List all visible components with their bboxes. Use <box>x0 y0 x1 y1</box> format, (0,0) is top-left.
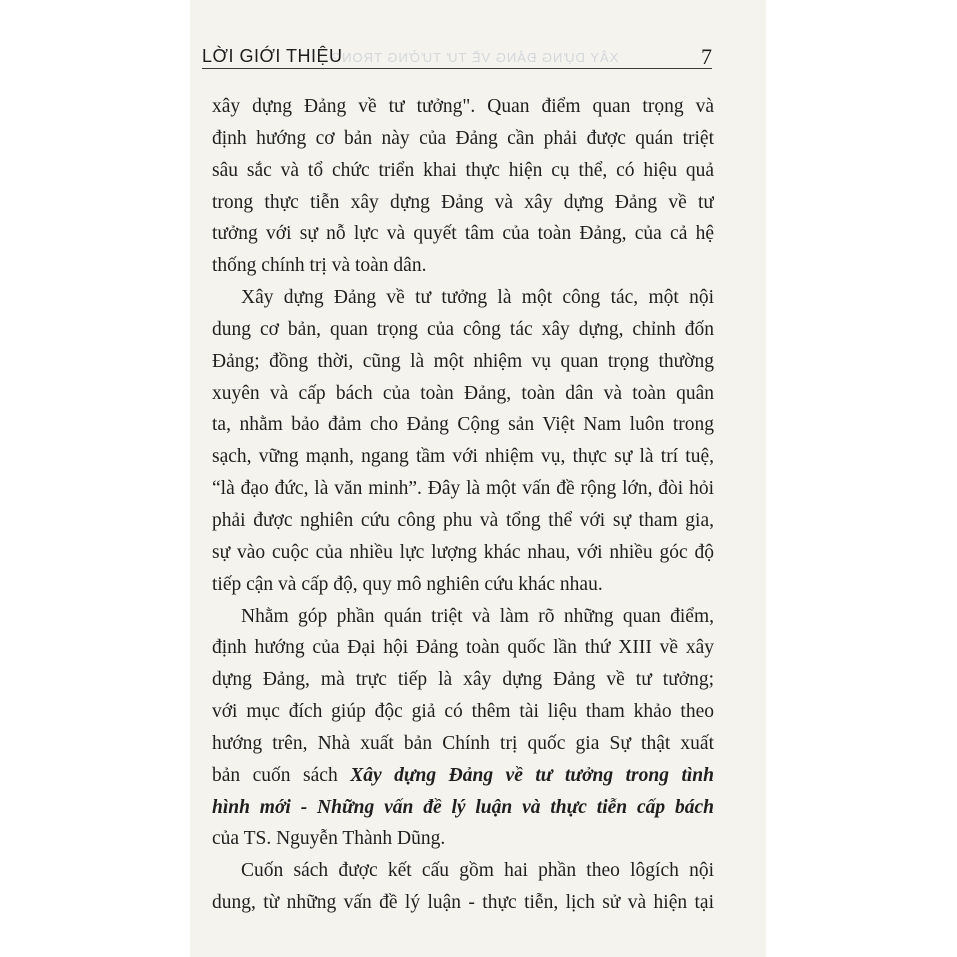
text-line: xây dựng Đảng về tư tưởng". Quan điểm quan trọng và <box>212 96 714 117</box>
title-line-prefix: bản cuốn sách <box>212 764 351 786</box>
header-rule <box>202 68 712 69</box>
text-line: Xây dựng Đảng về tư tưởng là một công tác, một nội <box>241 287 714 309</box>
paragraph-1 <box>212 91 714 282</box>
running-header <box>202 44 712 70</box>
text-line: dung, từ những vấn đề lý luận - thực tiễn, lịch sử và hiện tại <box>212 892 714 914</box>
text-line <box>212 760 714 792</box>
text-line: Nhằm góp phần quán triệt và làm rõ những quan điểm, <box>241 605 714 627</box>
text-line: dựng Đảng, mà trực tiếp là xây dựng Đảng về tư tưởng; <box>212 669 714 691</box>
text-line: ta, nhằm bảo đảm cho Đảng Cộng sản Việt Nam luôn trong <box>212 414 714 436</box>
text-line: Cuốn sách được kết cấu gồm hai phần theo lôgích nội <box>241 860 714 882</box>
paragraph-2 <box>212 282 714 600</box>
section-title: LỜI GIỚI THIỆU <box>202 46 343 66</box>
body-text <box>212 91 714 919</box>
page-number: 7 <box>701 44 712 69</box>
text-line: xuyên và cấp bách của toàn Đảng, toàn dân và toàn quân <box>212 382 714 404</box>
text-line: Đảng; đồng thời, cũng là một nhiệm vụ quan trọng thường <box>212 350 714 372</box>
book-title-continued: hình mới - Những vấn đề lý luận và thực tiễn cấp bách <box>212 796 714 818</box>
text-line: sạch, vững mạnh, ngang tầm với nhiệm vụ, thực sự là trí tuệ, <box>212 446 714 468</box>
text-line: trong thực tiễn xây dựng Đảng và xây dựng Đảng về tư <box>212 191 714 213</box>
show-through-text: XÂY DỰNG ĐẢNG VỀ TƯ TƯỞNG TRONG <box>330 50 619 65</box>
text-line: sự vào cuộc của nhiều lực lượng khác nhau, với nhiều góc độ <box>212 541 714 563</box>
text-line: định hướng cơ bản này của Đảng cần phải được quán triệt <box>212 127 714 149</box>
text-line: dung cơ bản, quan trọng của công tác xây dựng, chỉnh đốn <box>212 318 714 340</box>
text-line: tiếp cận và cấp độ, quy mô nghiên cứu khác nhau. <box>212 573 603 595</box>
text-line: sâu sắc và tổ chức triển khai thực hiện cụ thể, có hiệu quả <box>212 159 714 181</box>
text-line: của TS. Nguyễn Thành Dũng. <box>212 828 446 850</box>
paragraph-3 <box>212 601 714 856</box>
book-title: Xây dựng Đảng về tư tưởng trong tình <box>350 764 714 786</box>
text-line: phải được nghiên cứu công phu và tổng thể với sự tham gia, <box>212 509 714 531</box>
text-line: định hướng của Đại hội Đảng toàn quốc lần thứ XIII về xây <box>212 637 714 659</box>
text-line: hướng trên, Nhà xuất bản Chính trị quốc gia Sự thật xuất <box>212 732 714 754</box>
paragraph-4 <box>212 855 714 919</box>
text-line: thống chính trị và toàn dân. <box>212 255 427 277</box>
text-line: tưởng với sự nỗ lực và quyết tâm của toàn Đảng, của cả hệ <box>212 223 714 245</box>
text-line: với mục đích giúp độc giả có thêm tài liệu tham khảo theo <box>212 701 714 723</box>
text-line: “là đạo đức, là văn minh”. Đây là một vấn đề rộng lớn, đòi hỏi <box>212 478 714 500</box>
